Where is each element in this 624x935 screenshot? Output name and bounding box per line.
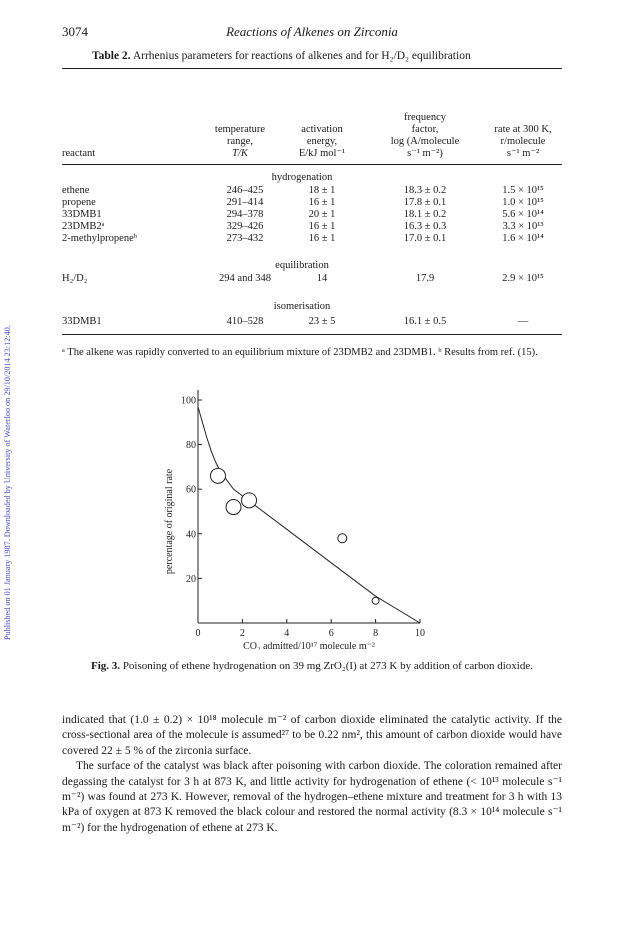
figure-label: Fig. 3. bbox=[91, 660, 121, 672]
table-cell: 16 ± 1 bbox=[308, 221, 336, 232]
table-label: Table 2. bbox=[92, 50, 131, 62]
table-cell: 33DMB1 bbox=[62, 209, 102, 220]
table-footnote: ᵃ The alkene was rapidly converted to an equilibrium mixture of 23DMB2 and 23DMB1. ᵇ Results from ref. (15). bbox=[62, 347, 538, 358]
series-line bbox=[198, 407, 420, 623]
table-cell: 18 ± 1 bbox=[308, 185, 336, 196]
table-cell: 14 bbox=[316, 273, 328, 284]
x-axis-label: CO₂ admitted/10¹⁷ molecule m⁻² bbox=[243, 641, 375, 650]
table-cell: 23DMB2ᵃ bbox=[62, 221, 105, 232]
table-cell: 18.1 ± 0.2 bbox=[403, 209, 447, 220]
table-cell: 294–378 bbox=[226, 209, 264, 220]
table-header-rule bbox=[62, 164, 562, 165]
table-cell: 17.9 bbox=[415, 273, 435, 284]
table-cell: 17.8 ± 0.1 bbox=[403, 197, 447, 208]
table-cell: 33DMB1 bbox=[62, 316, 102, 327]
body-paragraph: The surface of the catalyst was black after poisoning with carbon dioxide. The coloration remained after degassing the catalyst for 3 h at 873 K, and little activity for hydrogenation of ethene (< 10¹³ molecule s⁻¹ m⁻²) was found at 273 K. However, removal of the hydrogen–ethene mixture and treatment for 3 h with 13 kPa of oxygen at 873 K removed the black colour and restored the normal activity (8.3 × 10¹⁴ molecule s⁻¹ m⁻²) for the hydrogenation of ethene at 273 K. bbox=[62, 760, 562, 834]
data-point bbox=[210, 468, 225, 483]
x-tick-label: 6 bbox=[328, 628, 334, 639]
table-cell: 1.0 × 10¹⁵ bbox=[502, 197, 544, 208]
y-tick-label: 20 bbox=[186, 573, 196, 585]
header-activation: activation energy, E/kJ mol⁻¹ bbox=[298, 124, 346, 159]
table-cell: 291–414 bbox=[226, 197, 264, 208]
x-tick-label: 4 bbox=[284, 628, 290, 639]
y-tick-label: 40 bbox=[186, 529, 196, 541]
x-tick-label: 10 bbox=[415, 628, 425, 639]
figure-caption-text: Poisoning of ethene hydrogenation on 39 mg ZrO₂(I) at 273 K by addition of carbon dioxide. bbox=[122, 660, 533, 672]
y-tick-label: 80 bbox=[186, 440, 196, 452]
table-cell: 2.9 × 10¹⁵ bbox=[502, 273, 544, 284]
group-equilibration: equilibration bbox=[275, 260, 329, 271]
table-cell: — bbox=[517, 316, 529, 327]
group-isomerisation: isomerisation bbox=[273, 301, 331, 312]
x-tick-label: 2 bbox=[239, 628, 245, 639]
table-bottom-rule bbox=[62, 334, 562, 335]
header-rate: rate at 300 K, r/molecule s⁻¹ m⁻² bbox=[494, 124, 552, 159]
figure-caption bbox=[62, 659, 562, 673]
chart-points bbox=[210, 468, 379, 604]
y-tick-label: 100 bbox=[181, 395, 196, 407]
page-number: 3074 bbox=[62, 24, 88, 39]
group-hydrogenation: hydrogenation bbox=[271, 172, 333, 183]
table-cell: propene bbox=[62, 197, 96, 208]
y-tick-label: 60 bbox=[186, 484, 196, 496]
x-tick-label: 8 bbox=[373, 628, 379, 639]
body-text bbox=[62, 713, 562, 836]
running-title: Reactions of Alkenes on Zirconia bbox=[226, 24, 398, 39]
table-cell: 329–426 bbox=[226, 221, 264, 232]
table-cell: 16.1 ± 0.5 bbox=[403, 316, 447, 327]
table-cell: 2-methylpropeneᵇ bbox=[62, 233, 137, 244]
data-point bbox=[338, 534, 347, 543]
y-axis-label: percentage of original rate bbox=[164, 468, 175, 575]
table-cell: 17.0 ± 0.1 bbox=[403, 233, 447, 244]
table-cell: 16 ± 1 bbox=[308, 197, 336, 208]
download-notice bbox=[2, 160, 14, 640]
table-cell: 5.6 × 10¹⁴ bbox=[502, 209, 544, 220]
table-cell: 1.5 × 10¹⁵ bbox=[502, 185, 544, 196]
x-tick-label: 0 bbox=[195, 628, 201, 639]
table-caption bbox=[92, 50, 471, 62]
table-cell: 294 and 348 bbox=[219, 273, 271, 284]
table-cell: 20 ± 1 bbox=[308, 209, 336, 220]
table-cell: ethene bbox=[62, 185, 90, 196]
table-cell: 16 ± 1 bbox=[308, 233, 336, 244]
data-point bbox=[226, 500, 241, 515]
figure-chart bbox=[140, 388, 440, 650]
table-cell: 410–528 bbox=[226, 316, 264, 327]
table-cell: 1.6 × 10¹⁴ bbox=[502, 233, 544, 244]
chart-ticks bbox=[181, 396, 425, 640]
table-title: Arrhenius parameters for reactions of alkenes and for H₂/D₂ equilibration bbox=[132, 50, 471, 62]
header-temperature: temperature range, T/K bbox=[214, 124, 266, 159]
table-cell: 18.3 ± 0.2 bbox=[403, 185, 447, 196]
header-frequency: frequency factor, log (A/molecule s⁻¹ m⁻²) bbox=[390, 112, 460, 159]
table-cell: 273–432 bbox=[226, 233, 264, 244]
table-cell: 246–425 bbox=[226, 185, 264, 196]
data-point bbox=[242, 493, 257, 508]
download-notice-text: Published on 01 January 1987. Downloaded by University of Waterloo on 29/10/2014 23:12:40. bbox=[3, 325, 12, 640]
table-cell: 3.3 × 10¹³ bbox=[502, 221, 544, 232]
data-point bbox=[372, 597, 379, 604]
table-top-rule bbox=[62, 68, 562, 69]
table-cell: 16.3 ± 0.3 bbox=[403, 221, 447, 232]
table-cell: 23 ± 5 bbox=[308, 316, 336, 327]
table-cell: H₂/D₂ bbox=[62, 273, 88, 284]
header-reactant: reactant bbox=[62, 148, 96, 159]
body-paragraph: indicated that (1.0 ± 0.2) × 10¹⁸ molecule m⁻² of carbon dioxide eliminated the catalytic activity. If the cross-sectional area of the molecule is assumed²⁷ to be 0.22 nm², this amount of carbon dioxide would have covered 22 ± 5 % of the zirconia surface. bbox=[62, 714, 562, 757]
